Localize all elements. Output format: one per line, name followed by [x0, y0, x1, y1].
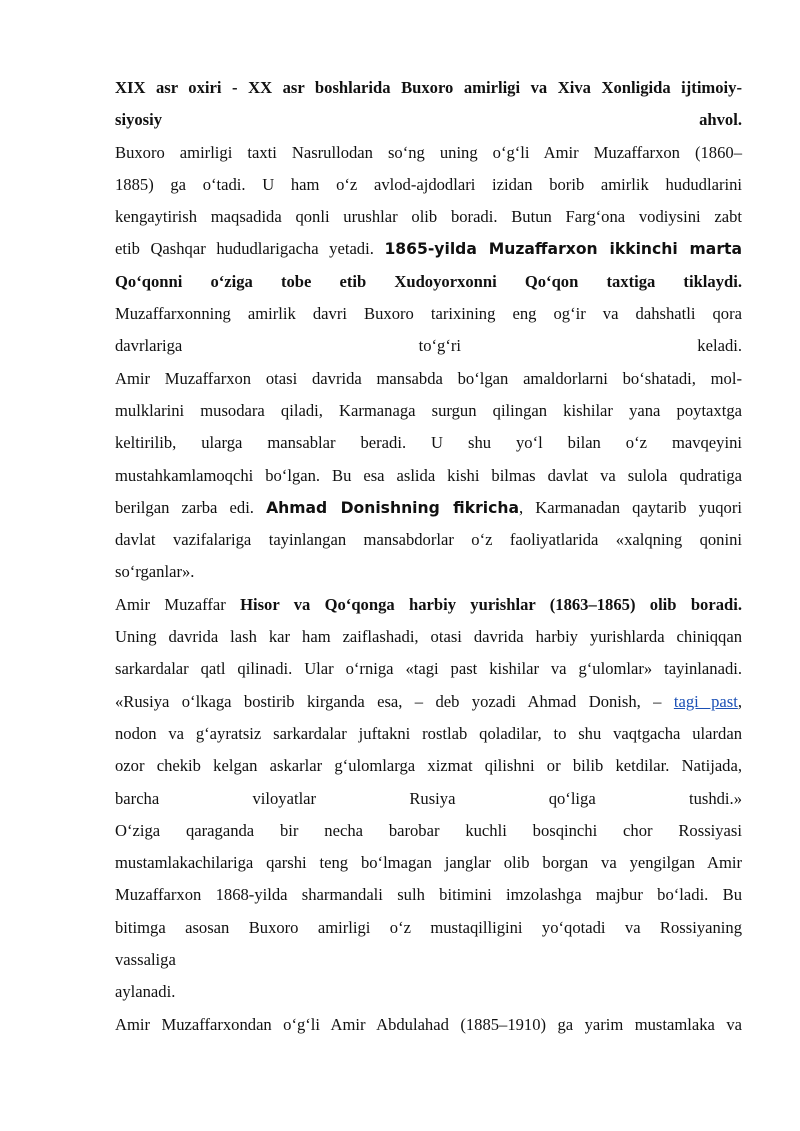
text-span: Amir Muzaffarxon otasi davrida mansabda bo‘lgan amaldorlarni bo‘shatadi, mol-: [115, 368, 742, 388]
paragraph-line: [115, 492, 742, 524]
text-span: Uning davrida lash kar ham zaiflashadi, otasi davrida harbiy yurishlarda chiniqqan: [115, 627, 742, 647]
paragraph-line: [115, 266, 742, 298]
document-title-line: [115, 104, 742, 136]
paragraph-line: [115, 653, 742, 685]
paragraph-line: [115, 395, 742, 427]
bold-text: XIX asr oxiri - XX asr boshlarida Buxoro amirligi va Xiva Xonligida ijtimoiy-: [115, 78, 742, 97]
text-span: 1885) ga o‘tadi. U ham o‘z avlod-ajdodlari izidan borib amirlik hududlarini: [115, 174, 742, 194]
paragraph-line: [115, 686, 742, 718]
bold-text: 1865-yilda Muzaffarxon ikkinchi marta: [384, 240, 742, 259]
text-span: O‘ziga qaraganda bir necha barobar kuchli bosqinchi chor Rossiyasi: [115, 820, 742, 840]
text-span: so‘rganlar».: [115, 562, 195, 582]
text-span: berilgan zarba edi.: [115, 497, 267, 517]
paragraph-line: [115, 976, 742, 1008]
paragraph-line: [115, 427, 742, 459]
paragraph-line: [115, 944, 742, 976]
paragraph-line: [115, 233, 742, 265]
text-span: davlat vazifalariga tayinlangan mansabdorlar o‘z faoliyatlarida «xalqning qonini: [115, 530, 742, 550]
text-span: ozor chekib kelgan askarlar g‘ulomlarga xizmat qilishni or bilib ketdilar. Natijada,: [115, 756, 742, 776]
text-span: barcha viloyatlar Rusiya qo‘liga tushdi.»: [115, 788, 742, 808]
bold-text: Hisor va Qo‘qonga harbiy yurishlar (1863–1865) olib boradi.: [240, 594, 742, 614]
text-span: davrlariga to‘g‘ri keladi.: [115, 336, 742, 356]
text-span: Amir Muzaffar: [115, 594, 241, 614]
text-span: etib Qashqar hududlarigacha yetadi.: [115, 239, 385, 259]
text-span: mustahkamlamoqchi bo‘lgan. Bu esa aslida kishi bilmas davlat va sulola qudratiga: [115, 465, 742, 485]
text-span: sarkardalar qatl qilinadi. Ular o‘rniga «tagi past kishilar va g‘ulomlar» tayinlanadi.: [115, 659, 742, 679]
text-span: mustamlakachilariga qarshi teng bo‘lmagan janglar olib borgan va yengilgan Amir: [115, 853, 742, 873]
text-span: Buxoro amirligi taxti Nasrullodan so‘ng uning o‘g‘li Amir Muzaffarxon (1860–: [115, 142, 742, 162]
text-span: , Karmanadan qaytarib yuqori: [519, 497, 742, 517]
bold-text: ahvol.: [699, 110, 742, 130]
paragraph-line: [115, 460, 742, 492]
paragraph-line: [115, 137, 742, 169]
paragraph-line: [115, 815, 742, 847]
text-span: vassaliga: [115, 950, 176, 970]
hyperlink-tagi-past[interactable]: tagi past: [673, 691, 738, 711]
paragraph-line: [115, 524, 742, 556]
paragraph-line: [115, 556, 742, 588]
text-span: Muzaffarxon 1868-yilda sharmandali sulh bitimini imzolashga majbur bo‘ladi. Bu: [115, 885, 742, 905]
text-span: Muzaffarxonning amirlik davri Buxoro tarixining eng og‘ir va dahshatli qora: [115, 304, 742, 324]
document-body: [115, 72, 742, 1041]
paragraph-line: [115, 783, 742, 815]
text-span: nodon va g‘ayratsiz sarkardalar juftakni rostlab qoladilar, to shu vaqtgacha ulardan: [115, 723, 742, 743]
bold-text: siyosiy: [115, 110, 700, 130]
text-span: «Rusiya o‘lkaga bostirib kirganda esa, – deb yozadi Ahmad Donish, –: [115, 691, 674, 711]
paragraph-line: [115, 201, 742, 233]
paragraph-line: [115, 363, 742, 395]
text-span: mulklarini musodara qiladi, Karmanaga surgun qilingan kishilar yana poytaxtga: [115, 400, 742, 420]
paragraph-line: [115, 718, 742, 750]
paragraph-line: [115, 750, 742, 782]
bold-text: Qo‘qonni o‘ziga tobe etib Xudoyorxonni Qo‘qon taxtiga tiklaydi.: [115, 271, 742, 291]
paragraph-line: [115, 298, 742, 330]
paragraph-line: [115, 879, 742, 911]
paragraph-line: [115, 589, 742, 621]
text-span: kengaytirish maqsadida qonli urushlar olib boradi. Butun Farg‘ona vodiysini zabt: [115, 207, 742, 227]
text-span: Amir Muzaffarxondan o‘g‘li Amir Abdulahad (1885–1910) ga yarim mustamlaka va: [115, 1014, 742, 1034]
text-span: aylanadi.: [115, 982, 176, 1002]
bold-text: Ahmad Donishning fikricha: [266, 498, 520, 517]
paragraph-line: [115, 847, 742, 879]
text-span: bitimga asosan Buxoro amirligi o‘z mustaqilligini yo‘qotadi va Rossiyaning: [115, 917, 742, 937]
paragraph-line: [115, 1009, 742, 1041]
text-span: keltirilib, ularga mansablar beradi. U shu yo‘l bilan o‘z mavqeyini: [115, 433, 742, 453]
document-title-line: [115, 72, 742, 104]
text-span: ,: [737, 691, 743, 711]
paragraph-line: [115, 330, 742, 362]
paragraph-line: [115, 912, 742, 944]
paragraph-line: [115, 169, 742, 201]
paragraph-line: [115, 621, 742, 653]
